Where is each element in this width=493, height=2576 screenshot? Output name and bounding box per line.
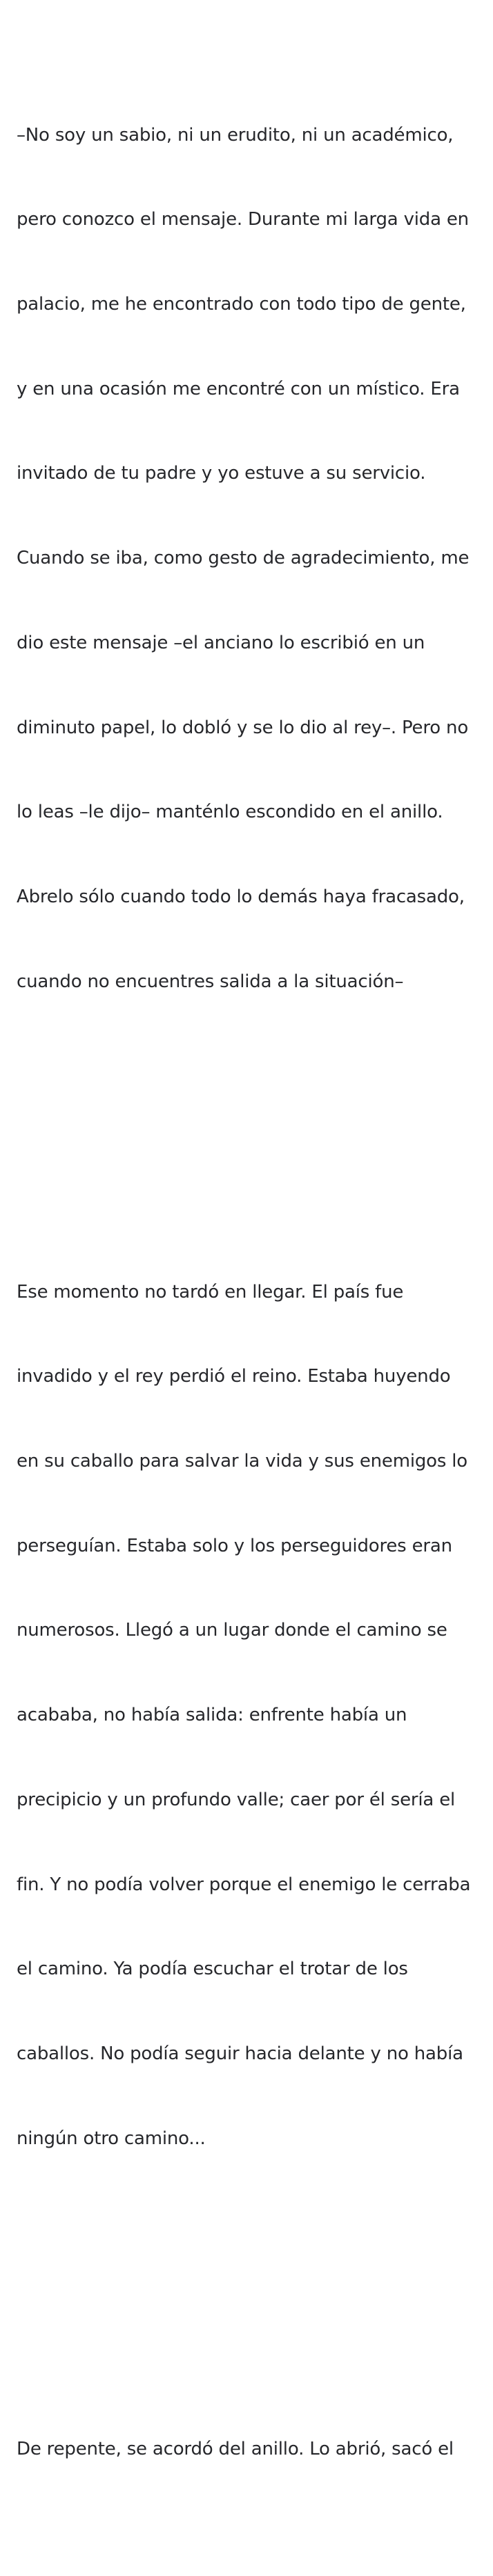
text-line: en su caballo para salvar la vida y sus enemigos lo [17, 1451, 468, 1472]
text-line: De repente, se acordó del anillo. Lo abrió, sacó el [17, 2438, 454, 2459]
text-line: invitado de tu padre y yo estuve a su servicio. [17, 463, 426, 484]
text-line: fin. Y no podía volver porque el enemigo le cerraba [17, 1874, 471, 1895]
text-line: dio este mensaje –el anciano lo escribió en un [17, 632, 425, 653]
paragraph [17, 65, 493, 1053]
text-line: caballos. No podía seguir hacia delante y no había [17, 2043, 463, 2064]
text-line: ningún otro camino... [17, 2128, 206, 2149]
text-line: acababa, no había salida: enfrente había un [17, 1705, 407, 1726]
text-line: palacio, me he encontrado con todo tipo de gente, [17, 294, 466, 315]
text-line: Cuando se iba, como gesto de agradecimiento, me [17, 548, 470, 569]
text-line: –No soy un sabio, ni un erudito, ni un académico, [17, 124, 454, 146]
text-line: el camino. Ya podía escuchar el trotar de los [17, 1959, 408, 1980]
text-line: y en una ocasión me encontré con un místico. Era [17, 378, 460, 399]
text-line: numerosos. Llegó a un lugar donde el camino se [17, 1620, 447, 1641]
paragraph [17, 1222, 493, 2210]
text-line: perseguían. Estaba solo y los perseguidores eran [17, 1535, 452, 1556]
paragraph [17, 2379, 493, 2520]
post-text [17, 8, 493, 2576]
text-line: lo leas –le dijo– manténlo escondido en el anillo. [17, 802, 443, 823]
text-line: cuando no encuentres salida a la situación– [17, 971, 404, 992]
text-line: pero conozco el mensaje. Durante mi larga vida en [17, 209, 469, 230]
paragraph-gap [17, 1109, 493, 1165]
text-line: invadido y el rey perdió el reino. Estaba huyendo [17, 1366, 451, 1387]
paragraph-gap [17, 2266, 493, 2322]
text-line: Abrelo sólo cuando todo lo demás haya fracasado, [17, 886, 465, 907]
text-line: Ese momento no tardó en llegar. El país fue [17, 1281, 404, 1302]
text-line: precipicio y un profundo valle; caer por él sería el [17, 1789, 456, 1810]
text-line: diminuto papel, lo dobló y se lo dio al rey–. Pero no [17, 717, 469, 738]
